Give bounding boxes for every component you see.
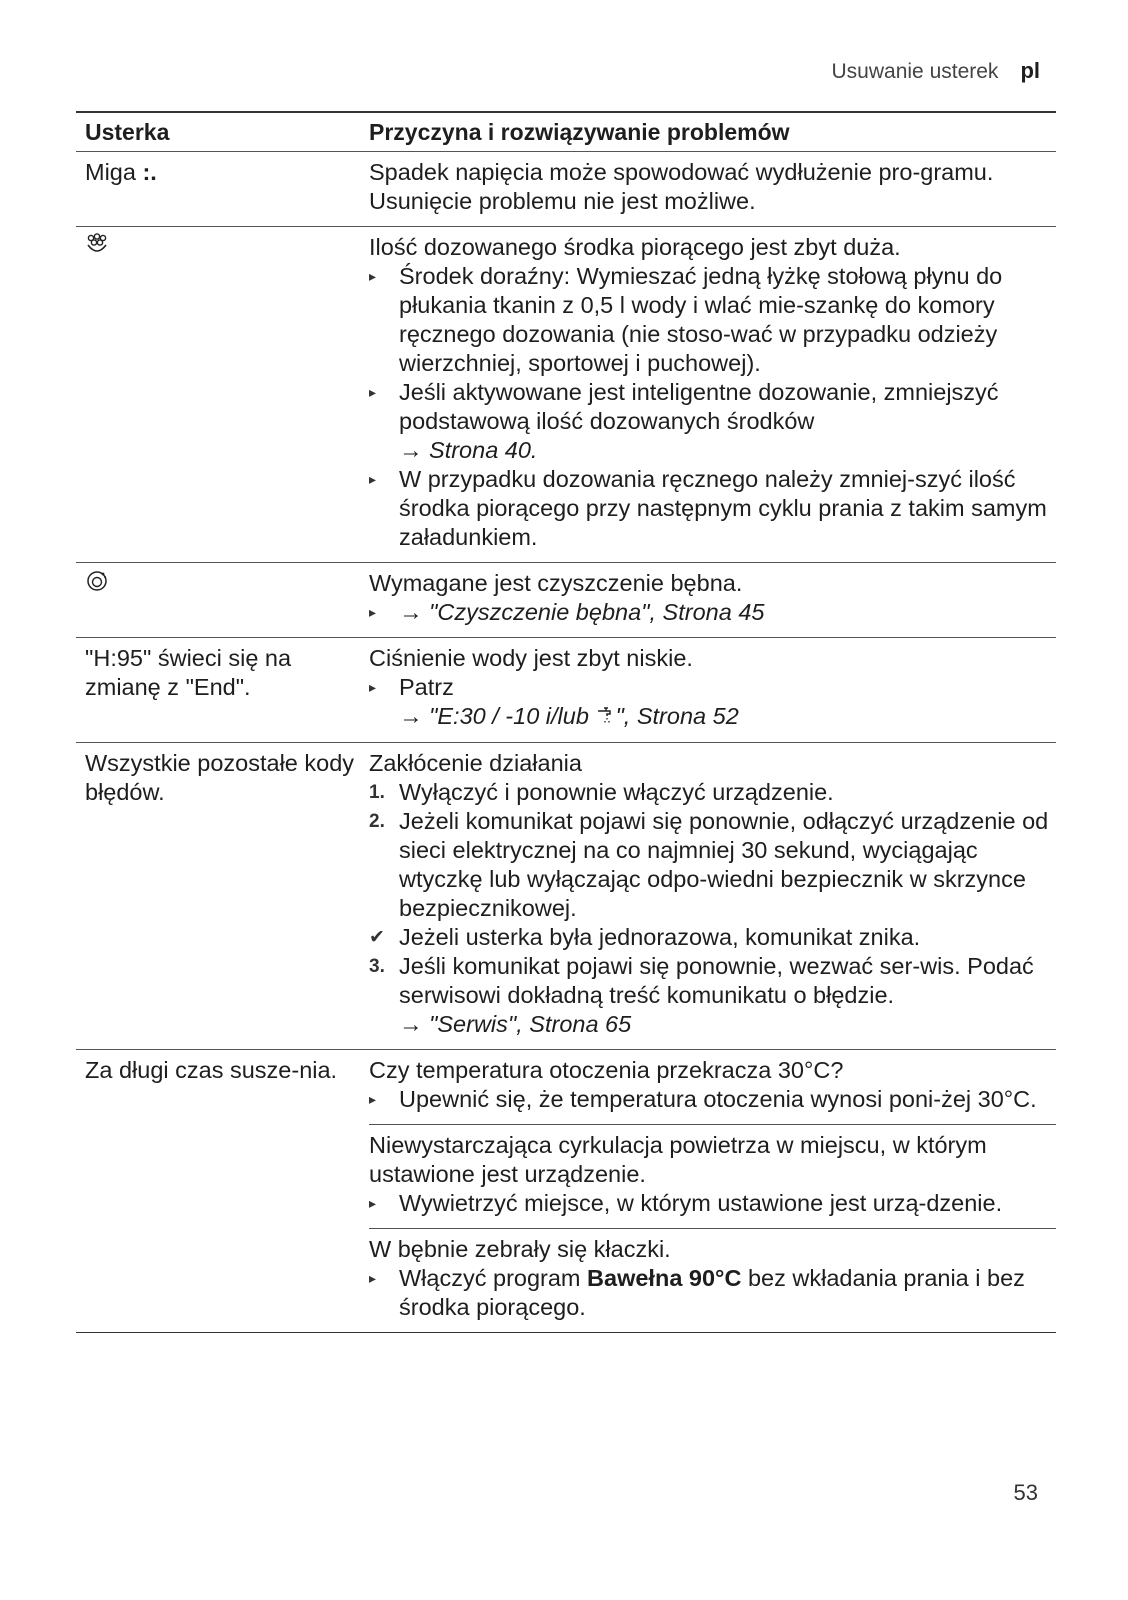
- reference-text-start: "E:30 / -10 i/lub: [429, 703, 589, 729]
- check-icon: ✔: [369, 927, 385, 949]
- cause-text: Zakłócenie działania: [369, 750, 582, 777]
- bullet-icon: ▸: [369, 1270, 377, 1287]
- fault-cell: [76, 569, 369, 627]
- page-reference: [369, 1010, 1056, 1039]
- cause-text: Ilość dozowanego środka piorącego jest zbyt duża.: [369, 234, 901, 260]
- page-reference: [369, 702, 1056, 732]
- bullet-icon: ▸: [369, 471, 377, 487]
- list-item-text: Upewnić się, że temperatura otoczenia wynosi poni-żej 30°C.: [399, 1086, 1037, 1113]
- result-text: Jeżeli usterka była jednorazowa, komunikat znika.: [399, 924, 921, 951]
- cause-block: [369, 1124, 1056, 1218]
- list-item: [369, 1264, 1056, 1322]
- bullet-icon: ▸: [369, 384, 377, 400]
- cause-text: Niewystarczająca cyrkulacja powietrza w miejscu, w którym ustawione jest urządzenie.: [369, 1132, 987, 1188]
- column-header-fault: Usterka: [85, 119, 170, 145]
- fault-text: Miga: [85, 159, 136, 185]
- step-text: Jeśli komunikat pojawi się ponownie, wezwać ser-wis. Podać serwisowi dokładną treść komunikatu o błędzie.: [399, 953, 1034, 1009]
- cause-text: Wymagane jest czyszczenie bębna.: [369, 570, 743, 596]
- cause-block: [369, 1228, 1056, 1322]
- page-reference: [369, 436, 1056, 465]
- cause-text: W bębnie zebrały się kłaczki.: [369, 1236, 671, 1263]
- arrow-icon: →: [399, 1011, 423, 1038]
- cause-cell: [369, 749, 1056, 1039]
- bullet-icon: ▸: [369, 268, 377, 284]
- page-header: [832, 58, 1040, 84]
- arrow-icon: →: [399, 599, 423, 625]
- troubleshooting-table: [76, 111, 1056, 1333]
- fault-text: Za długi czas susze-nia.: [85, 1057, 338, 1084]
- bullet-icon: ▸: [369, 1091, 377, 1108]
- list-item: [369, 1189, 1056, 1218]
- table-header: [76, 111, 1056, 152]
- cause-text: Ciśnienie wody jest zbyt niskie.: [369, 645, 693, 671]
- cause-cell: [369, 569, 1056, 627]
- bullet-icon: ▸: [369, 679, 377, 695]
- result-item: [369, 923, 1056, 952]
- list-item-text: [399, 1264, 1056, 1322]
- step-number: 1.: [369, 782, 385, 804]
- water-tap-icon: [595, 703, 615, 732]
- arrow-icon: →: [399, 703, 423, 729]
- list-item-text: Patrz: [399, 674, 454, 700]
- page-number: 53: [1013, 1480, 1038, 1505]
- cause-cell: [369, 1056, 1056, 1322]
- bullet-icon: ▸: [369, 1195, 377, 1212]
- list-item: [369, 673, 1056, 702]
- step-item: [369, 778, 1056, 807]
- cause-block: [369, 1056, 1056, 1114]
- step-number: 2.: [369, 811, 385, 833]
- table-row: [76, 638, 1056, 743]
- dots-symbol: :.: [142, 159, 157, 185]
- list-item: [369, 598, 1056, 627]
- cause-cell: [369, 644, 1056, 732]
- table-row: [76, 743, 1056, 1050]
- fault-text: Wszystkie pozostałe kody błędów.: [85, 750, 355, 806]
- fault-cell: [76, 158, 369, 216]
- list-item: [369, 378, 1056, 436]
- reference-text: "Serwis", Strona 65: [429, 1011, 632, 1038]
- table-row: [76, 152, 1056, 227]
- column-header-cause: Przyczyna i rozwiązywanie problemów: [369, 119, 790, 145]
- list-item: [369, 262, 1056, 378]
- foam-icon: [85, 233, 109, 260]
- list-item-text: [399, 598, 1056, 627]
- reference-text: "Czyszczenie bębna", Strona 45: [429, 599, 765, 625]
- list-item: [369, 465, 1056, 552]
- list-item-text: Jeśli aktywowane jest inteligentne dozowanie, zmniejszyć podstawową ilość dozowanych środków: [399, 379, 999, 434]
- section-title: Usuwanie usterek: [831, 60, 999, 83]
- step-number: 3.: [369, 956, 385, 978]
- list-item: [369, 1085, 1056, 1114]
- cause-cell: [369, 233, 1056, 552]
- step-text: Wyłączyć i ponownie włączyć urządzenie.: [399, 779, 834, 806]
- program-name: Bawełna 90°C: [587, 1265, 742, 1292]
- list-item-text: Wywietrzyć miejsce, w którym ustawione jest urzą-dzenie.: [399, 1190, 1003, 1217]
- table-row: [76, 1050, 1056, 1333]
- list-item-text: W przypadku dozowania ręcznego należy zmniej-szyć ilość środka piorącego przy następnym cyklu prania z takim samym załadunkiem.: [399, 466, 1047, 550]
- drum-clean-icon: [85, 569, 109, 598]
- table-row: [76, 563, 1056, 638]
- step-item: [369, 952, 1056, 1010]
- cause-text: Spadek napięcia może spowodować wydłużenie pro-gramu.: [369, 159, 994, 185]
- fault-text: "H:95" świeci się na zmianę z "End".: [85, 645, 292, 700]
- instruction-start: Włączyć program: [399, 1265, 581, 1292]
- step-item: [369, 807, 1056, 923]
- cause-text: Czy temperatura otoczenia przekracza 30°C?: [369, 1057, 844, 1084]
- instruction-end: bez wkładania prania i bez środka piorącego.: [399, 1265, 1025, 1321]
- step-text: Jeżeli komunikat pojawi się ponownie, odłączyć urządzenie od sieci elektrycznej na co najmniej 30 sekund, wyciągając wtyczkę lub wyłączając odpo-wiedni bezpiecznik w skrzynce bezpiecznikowej.: [399, 808, 1049, 922]
- table-row: [76, 227, 1056, 563]
- reference-text: Strona 40.: [429, 437, 538, 463]
- list-item-text: Środek doraźny: Wymieszać jedną łyżkę stołową płynu do płukania tkanin z 0,5 l wody i wlać mie-szankę do komory ręcznego dozowania (nie stoso-wać w przypadku odzieży wierzchniej, sportowej i puchowej).: [399, 263, 1003, 376]
- language-code: pl: [1020, 58, 1040, 83]
- fault-cell: [76, 233, 369, 552]
- cause-note: Usunięcie problemu nie jest możliwe.: [369, 188, 756, 214]
- cause-cell: [369, 158, 1056, 216]
- arrow-icon: →: [399, 437, 423, 463]
- bullet-icon: ▸: [369, 604, 377, 620]
- reference-text-end: ", Strona 52: [615, 703, 739, 729]
